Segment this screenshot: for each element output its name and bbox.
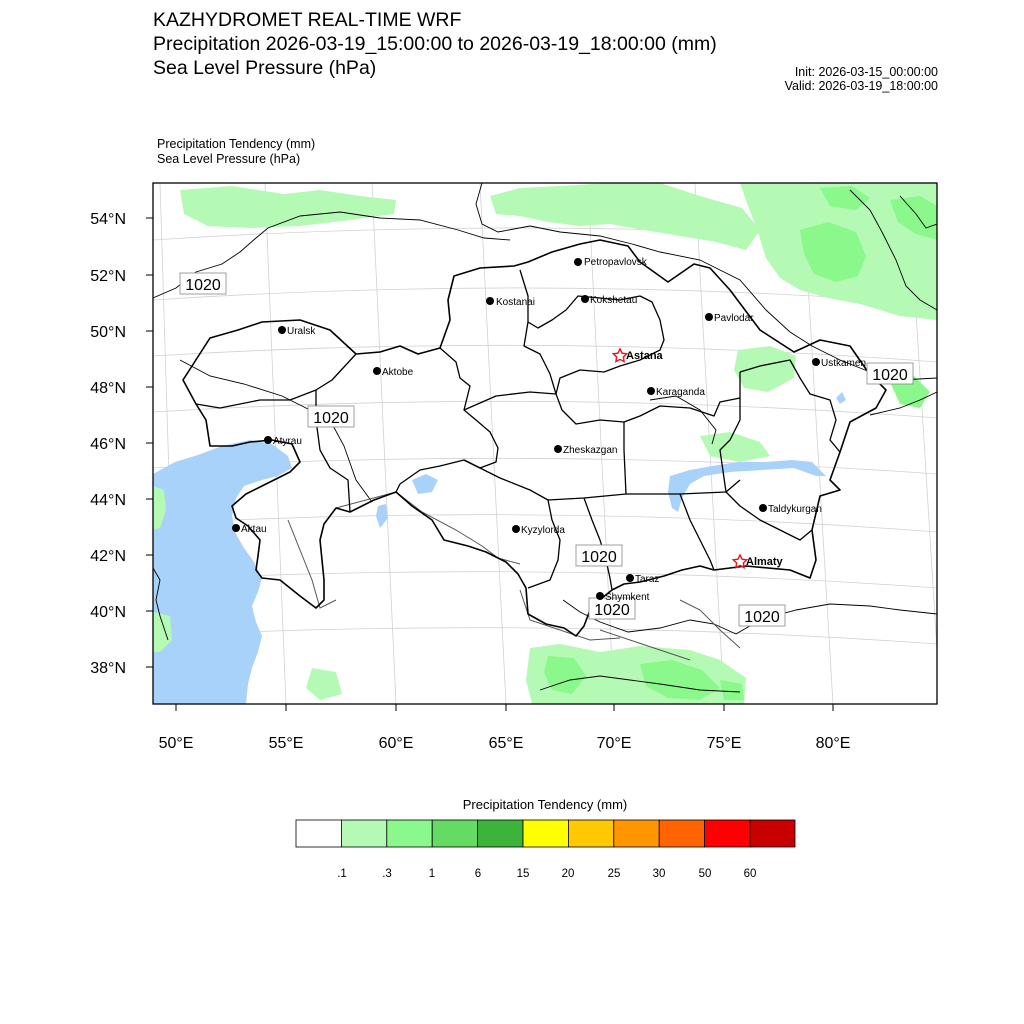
city-dot-icon <box>278 326 286 334</box>
colorbar-swatch <box>614 820 659 847</box>
city-label-kostanai: Kostanai <box>496 297 535 308</box>
city-label-taldykurgan: Taldykurgan <box>768 504 822 515</box>
city-dot-icon <box>647 387 655 395</box>
city-dot-icon <box>581 295 589 303</box>
colorbar <box>296 820 795 847</box>
city-label-kyzylorda: Kyzylorda <box>521 525 565 536</box>
isobar-label: 1020 <box>313 410 349 427</box>
field-label-precip: Precipitation Tendency (mm) <box>157 137 316 151</box>
isobar-label: 1020 <box>744 609 780 626</box>
lon-label: 75°E <box>706 735 742 752</box>
colorbar-swatch <box>432 820 477 847</box>
colorbar-label: 15 <box>516 868 530 880</box>
city-label-pavlodar: Pavlodar <box>714 313 754 324</box>
city-dot-icon <box>626 574 634 582</box>
colorbar-label: .3 <box>382 868 392 880</box>
lat-label: 40°N <box>90 604 126 621</box>
city-dot-icon <box>512 525 520 533</box>
colorbar-label: 1 <box>428 868 436 880</box>
city-dot-icon <box>812 358 820 366</box>
aral-sea <box>412 474 438 494</box>
neighbour-borders <box>288 492 740 660</box>
city-dot-icon <box>705 313 713 321</box>
city-dot-icon <box>264 436 272 444</box>
city-dot-icon <box>486 297 494 305</box>
isobar-label: 1020 <box>581 549 617 566</box>
city-dot-icon <box>232 524 240 532</box>
colorbar-label: .1 <box>337 868 347 880</box>
city-label-astana: Astana <box>626 350 663 362</box>
city-label-ustkamen: Ustkamen <box>821 358 867 369</box>
city-label-zheskazgan: Zheskazgan <box>563 445 618 456</box>
lat-label: 38°N <box>90 660 126 677</box>
lat-label: 54°N <box>90 211 126 228</box>
pressure-title: Sea Level Pressure (hPa) <box>153 57 377 79</box>
city-label-taraz: Taraz <box>635 574 660 585</box>
city-dot-icon <box>759 504 767 512</box>
city-dot-icon <box>596 592 604 600</box>
colorbar-swatch <box>750 820 795 847</box>
colorbar-swatch <box>523 820 568 847</box>
lat-label: 44°N <box>90 492 126 509</box>
isobar-label: 1020 <box>185 277 221 294</box>
city-label-shymkent: Shymkent <box>605 592 650 603</box>
precipitation-areas <box>153 183 937 704</box>
city-dot-icon <box>554 445 562 453</box>
lon-label: 65°E <box>488 735 524 752</box>
city-dot-icon <box>574 258 582 266</box>
isobar-label: 1020 <box>594 602 630 619</box>
colorbar-label: 60 <box>743 868 757 880</box>
city-label-kokshetau: Kokshetau <box>590 295 638 306</box>
city-label-atyrau: Atyrau <box>273 436 302 447</box>
city-label-aktobe: Aktobe <box>382 367 414 378</box>
lon-label: 60°E <box>378 735 414 752</box>
colorbar-swatch <box>568 820 613 847</box>
city-label-almaty: Almaty <box>746 556 783 568</box>
colorbar-swatch <box>705 820 750 847</box>
city-label-petropavlovsk: Petropavlovsk <box>584 257 647 268</box>
city-label-aktau: Aktau <box>241 524 267 535</box>
capital-star-icon <box>613 349 626 362</box>
colorbar-swatch <box>341 820 386 847</box>
colorbar-swatch <box>296 820 341 847</box>
city-dot-icon <box>373 367 381 375</box>
colorbar-swatch <box>478 820 523 847</box>
lon-label: 50°E <box>158 735 194 752</box>
colorbar-label: 6 <box>474 868 482 880</box>
lat-label: 52°N <box>90 268 126 285</box>
lon-label: 70°E <box>596 735 632 752</box>
lat-label: 48°N <box>90 380 126 397</box>
lon-label: 80°E <box>815 735 851 752</box>
lat-label: 42°N <box>90 548 126 565</box>
lat-label: 46°N <box>90 436 126 453</box>
valid-time: Valid: 2026-03-19_18:00:00 <box>784 79 938 93</box>
init-time: Init: 2026-03-15_00:00:00 <box>794 65 938 79</box>
field-label-pressure: Sea Level Pressure (hPa) <box>157 152 301 166</box>
chart-title: KAZHYDROMET REAL-TIME WRF <box>153 9 462 31</box>
colorbar-title: Precipitation Tendency (mm) <box>462 797 628 812</box>
colorbar-label: 25 <box>607 868 621 880</box>
lat-label: 50°N <box>90 324 126 341</box>
city-label-uralsk: Uralsk <box>287 326 316 337</box>
precip-period-title: Precipitation 2026-03-19_15:00:00 to 2026-03-19_18:00:00 (mm) <box>153 33 717 55</box>
colorbar-swatch <box>387 820 432 847</box>
colorbar-label: 50 <box>698 868 712 880</box>
colorbar-label: 20 <box>561 868 575 880</box>
colorbar-swatch <box>659 820 704 847</box>
colorbar-label: 30 <box>652 868 666 880</box>
caspian-sea <box>153 440 292 704</box>
isobar-label: 1020 <box>872 367 908 384</box>
city-label-karaganda: Karaganda <box>656 387 705 398</box>
lon-label: 55°E <box>268 735 304 752</box>
